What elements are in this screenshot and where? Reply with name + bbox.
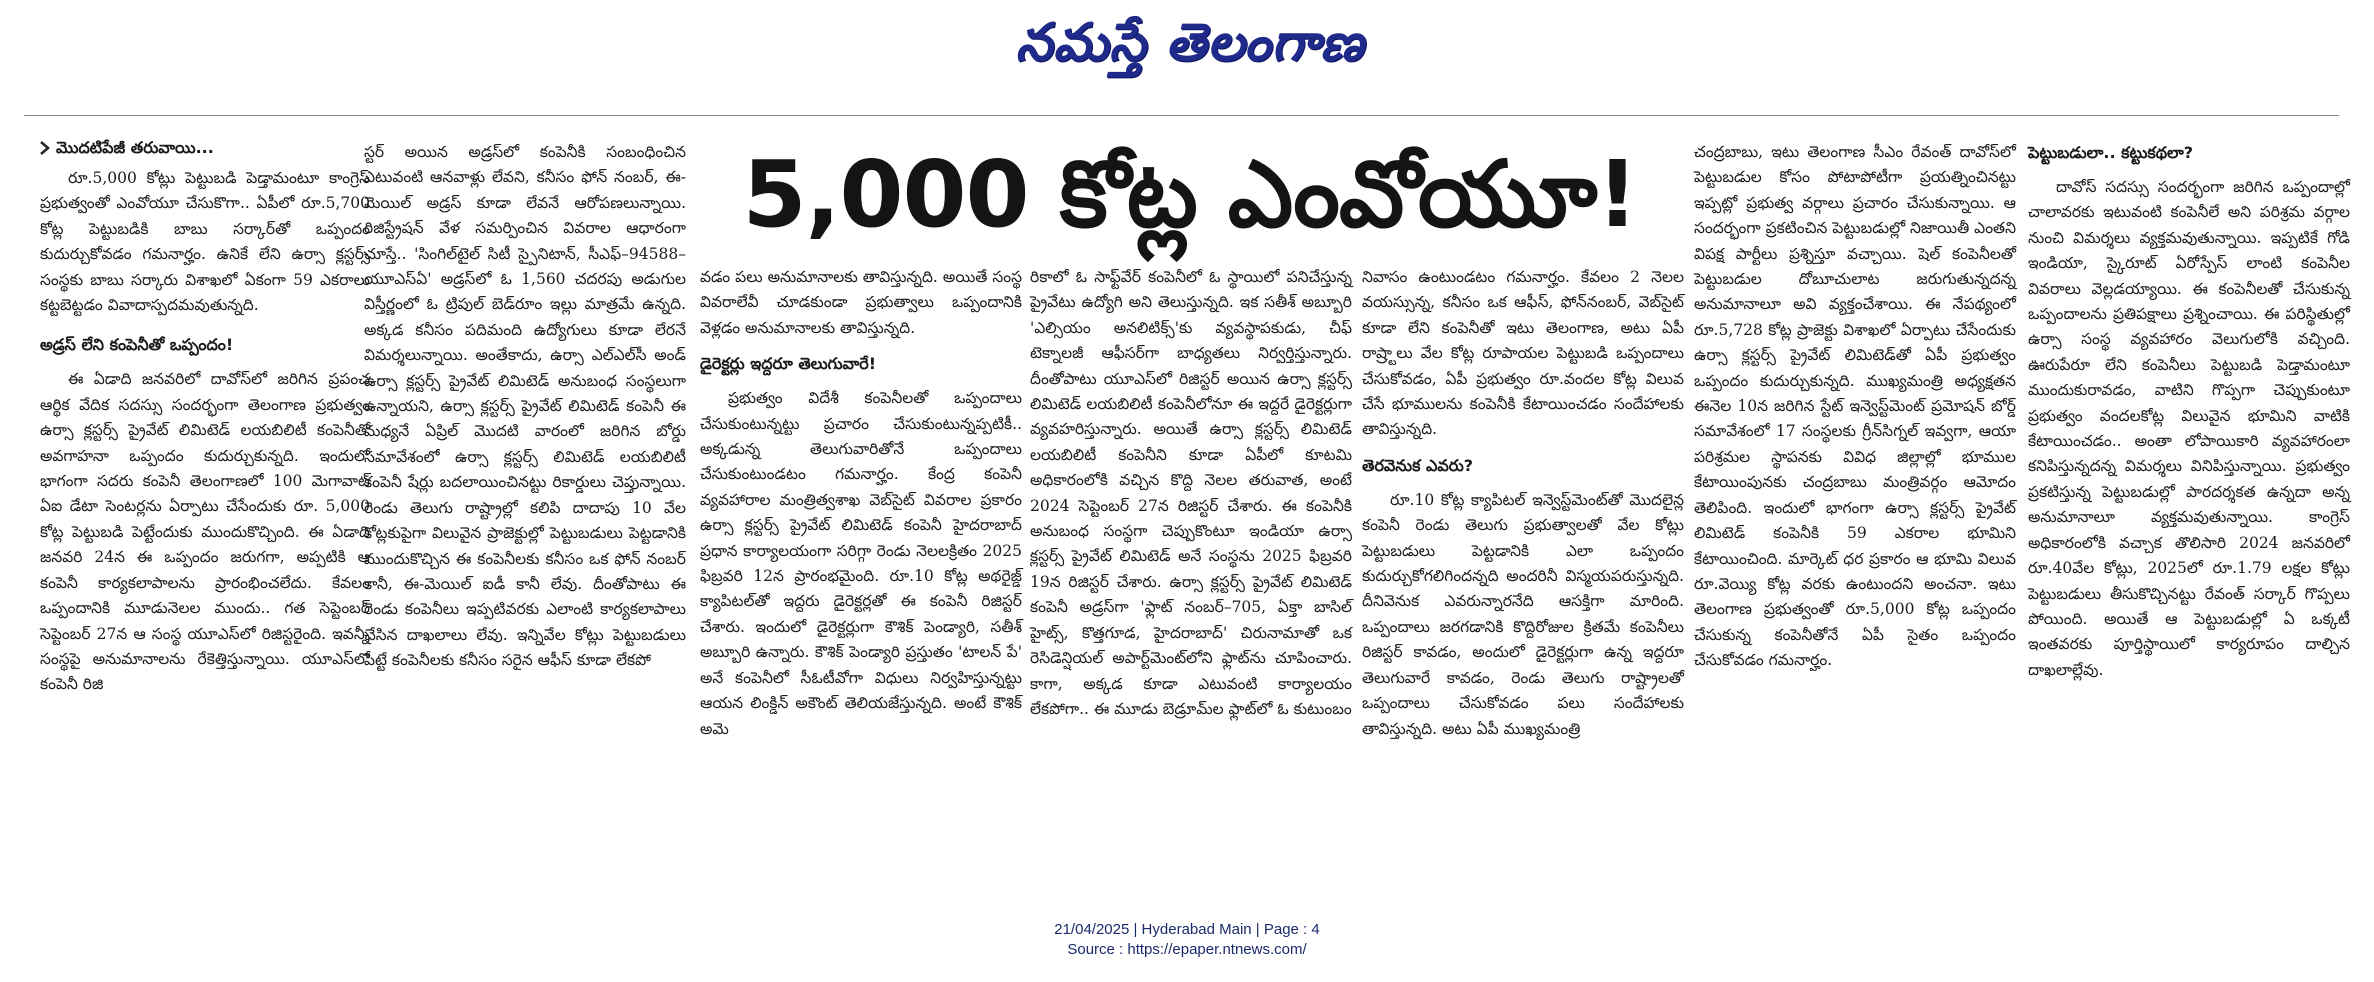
newspaper-logo: నమస్తే తెలంగాణ [1015, 12, 1365, 73]
masthead-divider [24, 115, 2339, 116]
article-paragraph: వడం పలు అనుమానాలకు తావిస్తున్నది. అయితే సంస్థ వివరాలేవీ చూడకుండా ప్రభుత్వాలు ఒప్పందానికి వెళ్లడం అనుమానాలకు తావిస్తున్నది. [700, 268, 1022, 337]
article-paragraph: చంద్రబాబు, ఇటు తెలంగాణ సీఎం రేవంత్ దావోస్‌లో పెట్టుబడుల కోసం పోటాపోటీగా ప్రయత్నించినట్టు ఇప్పట్లో ప్రభుత్వ వర్గాలు ప్రచారం చేసుకున్నాయి. ఆ సందర్భంగా ప్రకటించిన పెట్టుబడుల్లో నిజాయితీ ఎంతని విపక్ష పార్టీలు ప్రశ్నిస్తూ వచ్చాయి. షెల్ కంపెనీలతో పెట్టుబడుల దోబూచులాట జరుగుతున్నదన్న అనుమానాలూ అవి వ్యక్తంచేశాయి. ఈ నేపథ్యంలో రూ.5,728 కోట్ల ప్రాజెక్టు విశాఖలో ఏర్పాటు చేసేందుకు ఉర్సా క్లస్టర్స్ ప్రైవేట్ లిమిటెడ్‌తో ఏపీ ప్రభుత్వం ఒప్పందం కుదుర్చుకున్నది. ముఖ్యమంత్రి అధ్యక్షతన ఈనెల 10న జరిగిన స్టేట్ ఇన్వెస్ట్‌మెంట్ ప్రమోషన్ బోర్డ్ సమావేశంలో 17 సంస్థలకు గ్రీన్‌సిగ్నల్ ఇవ్వగా, ఆయా పరిశ్రమల స్థాపనకు వివిధ జిల్లాల్లో భూముల కేటాయింపునకు చంద్రబాబు మంత్రివర్గం ఆమోదం తెలిపింది. ఇందులో భాగంగా ఉర్సా క్లస్టర్స్ ప్రైవేట్ లిమిటెడ్ కంపెనీకి 59 ఎకరాల భూమిని కేటాయించింది. మార్కెట్ ధర ప్రకారం ఆ భూమి విలువ రూ.వెయ్యి కోట్ల వరకు ఉంటుందని అంచనా. ఇటు తెలంగాణ ప్రభుత్వంతో రూ.5,000 కోట్ల ఒప్పందం చేసుకున్న కంపెనీతోనే ఏపీ సైతం ఒప్పందం చేసుకోవడం గమనార్హం. [1694, 143, 2016, 670]
article-column-3 [700, 265, 1022, 742]
article-column-7 [2028, 140, 2350, 683]
article-paragraph: ఈ ఏడాది జనవరిలో దావోస్‌లో జరిగిన ప్రపంచ ఆర్థిక వేదిక సదస్సు సందర్భంగా తెలంగాణ ప్రభుత్వం ఉర్సా క్లస్టర్స్ ప్రైవేట్ లిమిటెడ్ లయబిలిటీ కంపెనీతో అవగాహనా ఒప్పందం కుదుర్చుకున్నది. ఇందులో భాగంగా సదరు కంపెనీ తెలంగాణలో 100 మెగావాట్ ఏఐ డేటా సెంటర్లను ఏర్పాటు చేసేందుకు రూ. 5,000 కోట్ల పెట్టుబడి పెట్టేందుకు ముందుకొచ్చింది. ఈ ఏడాది జనవరి 24న ఈ ఒప్పందం జరుగగా, అప్పటికి ఆ కంపెనీ కార్యకలాపాలను ప్రారంభించలేదు. కేవలం ఒప్పందానికి మూడునెలల ముందు.. గత సెప్టెంబర్ సెప్టెంబర్ 27న ఆ సంస్థ యూఎస్‌లో రిజిస్టరైంది. ఇవన్నీ సంస్థపై అనుమానాలను రేకెత్తిస్తున్నాయి. యూఎస్‌లో కంపెనీ రిజి [40, 370, 370, 694]
article-paragraph: స్టర్ అయిన అడ్రస్‌లో కంపెనీకి సంబంధించిన ఎటువంటి ఆనవాళ్లు లేవని, కనీసం ఫోన్ నంబర్, ఈ-మెయిల్ అడ్రస్ కూడా లేవనే ఆరోపణలున్నాయి. రిజిస్ట్రేషన్ వేళ సమర్పించిన వివరాల ఆధారంగా చూస్తే.. 'సింగిల్‌టైల్ సిటీ స్పైనిటాన్, సీఎఫ్–94588–యూఎస్ఏ' అడ్రస్‌లో ఓ 1,560 చదరపు అడుగుల విస్తీర్ణంలో ఓ ట్రిపుల్ బెడ్‌రూం ఇల్లు మాత్రమే ఉన్నది. అక్కడ కనీసం పదిమంది ఉద్యోగులు కూడా లేరనే విమర్శలున్నాయి. అంతేకాదు, ఉర్సా ఎల్ఎల్‌సీ అండ్ ఉర్సా క్లస్టర్స్ ప్రైవేట్ లిమిటెడ్ అనుబంధ సంస్థలుగా ఉన్నాయని, ఉర్సా క్లస్టర్స్ ప్రైవేట్ లిమిటెడ్ కంపెనీ ఈ మధ్యనే ఏప్రిల్ మొదటి వారంలో జరిగిన బోర్డు సమావేశంలో ఉర్సా క్లస్టర్స్ లిమిటెడ్ లయబిలిటీ కంపెనీ షేర్లు బదలాయించినట్టు రికార్డులు చెప్తున్నాయి. రెండు తెలుగు రాష్ట్రాల్లో కలిపి దాదాపు 10 వేల కోట్లకుపైగా విలువైన ప్రాజెక్టుల్లో పెట్టుబడులు పెట్టడానికి ముందుకొచ్చిన ఈ కంపెనీలకు కనీసం ఒక ఫోన్ నంబర్ కానీ, ఈ-మెయిల్ ఐడీ కానీ లేవు. దీంతోపాటు ఈ రెండు కంపెనీలు ఇప్పటివరకు ఎలాంటి కార్యకలాపాలు చేసిన దాఖలాలు లేవు. ఇన్నివేల కోట్లు పెట్టుబడులు పెట్టే కంపెనీలకు కనీసం సరైన ఆఫీస్ కూడా లేకపో [364, 143, 686, 670]
article-paragraph: నివాసం ఉంటుండటం గమనార్హం. కేవలం 2 నెలల వయస్సున్న, కనీసం ఒక ఆఫీస్, ఫోన్‌నంబర్, వెబ్‌సైట్ కూడా లేని కంపెనీతో ఇటు తెలంగాణ, అటు ఏపీ రాష్ర్టాలు వేల కోట్ల రూపాయల పెట్టుబడి ఒప్పందాలు చేసుకోవడం, ఏపీ ప్రభుత్వం రూ.వందల కోట్ల విలువ చేసే భూములను కంపెనీకి కేటాయించడం సందేహాలకు తావిస్తున్నది. [1362, 268, 1684, 439]
chevron-right-icon [40, 141, 50, 155]
article-column-5 [1362, 265, 1684, 742]
masthead [0, 0, 2374, 100]
source-url: Source : https://epaper.ntnews.com/ [1067, 941, 1307, 958]
article-column-4 [1030, 265, 1352, 722]
subheading: డైరెక్టర్లు ఇద్దరూ తెలుగువారే! [700, 354, 877, 374]
subheading: పెట్టుబడులా.. కట్టుకథలా? [2028, 143, 2194, 162]
publication-info: 21/04/2025 | Hyderabad Main | Page : 4 [1054, 921, 1320, 938]
article-paragraph: రూ.10 కోట్ల క్యాపిటల్ ఇన్వెస్ట్‌మెంట్‌తో మొదలైన్ల కంపెనీ రెండు తెలుగు ప్రభుత్వాలతో వేల కోట్లు పెట్టుబడులు పెట్టడానికి ఎలా ఒప్పందం కుదుర్చుకోగలిగిందన్నది అందరినీ విస్మయపరుస్తున్నది. దీనివెనుక ఎవరున్నారనేది ఆసక్తిగా మారింది. ఒప్పందాలు జరగడానికి కొద్దిరోజుల క్రితమే కంపెనీలు రిజిస్టర్ కావడం, అందులో డైరెక్టర్లుగా ఉన్న ఇద్దరూ తెలుగువారే కావడం, రెండు తెలుగు రాష్ట్రాలతో ఒప్పందాలు చేసుకోవడం పలు సందేహాలకు తావిస్తున్నది. అటు ఏపీ ముఖ్యమంత్రి [1362, 490, 1684, 738]
headline: 5,000 కోట్ల ఎంవోయూ! [742, 141, 1638, 248]
article-paragraph: రూ.5,000 కోట్లు పెట్టుబడి పెడ్తామంటూ కాంగ్రెస్ ప్రభుత్వంతో ఎంవోయూ చేసుకొగా.. ఏపీలో రూ.5,700 కోట్ల పెట్టుబడికి బాబు సర్కార్‌తో ఒప్పందం కుదుర్చుకోవడం గమనార్హం. ఉనికే లేని ఉర్సా క్లస్టర్స్ సంస్థకు బాబు సర్కారు విశాఖలో ఏకంగా 59 ఎకరాలు కట్టబెట్టడం వివాదాస్పదమవుతున్నది. [40, 169, 370, 315]
subheading: అడ్రస్ లేని కంపెనీతో ఒప్పందం! [40, 335, 234, 355]
article-paragraph: దావోస్ సదస్సు సందర్భంగా జరిగిన ఒప్పందాల్లో చాలావరకు ఇటువంటి కంపెనీలే అని పరిశ్రమ వర్గాల నుంచి విమర్శలు వ్యక్తమవుతున్నాయి. ఇప్పటికే గోడి ఇండియా, స్కైరూట్ ఏరోస్పేస్ లాంటి కంపెనీల వివరాలు వెల్లడయ్యాయి. ఈ కంపెనీలతో చేసుకున్న ఒప్పందాలను ప్రతిపక్షాలు ప్రశ్నించాయి. ఈ పరిస్థితుల్లో ఉర్సా సంస్థ వ్యవహారం వెలుగులోకి వచ్చింది. ఊరుపేరూ లేని కంపెనీలు పెట్టుబడి పెడ్తామంటూ ముందుకురావడం, వాటిని గొప్పగా చెప్పుకుంటూ ప్రభుత్వం వందలకోట్ల విలువైన భూమిని వాటికి కేటాయించడం.. అంతా లోపాయికారి వ్యవహారంలా కనిపిస్తున్నదన్న విమర్శలు వినిపిస్తున్నాయి. ప్రభుత్వం ప్రకటిస్తున్న పెట్టుబడుల్లో పారదర్శకత ఉన్నదా అన్న అనుమానాలూ వ్యక్తమవుతున్నాయి. కాంగ్రెస్ అధికారంలోకి వచ్చాక తొలిసారి 2024 జనవరిలో రూ.40వేల కోట్లు, 2025లో రూ.1.79 లక్షల కోట్లు పెట్టుబడులు తీసుకొచ్చినట్టు రేవంత్ సర్కార్ గొప్పలు పోయింది. అయితే ఆ పెట్టుబడుల్లో ఏ ఒక్కటీ ఇంతవరకు పూర్తిస్థాయిలో కార్యరూపం దాల్చిన దాఖలాల్లేవు. [2028, 178, 2350, 679]
article-paragraph: రికాలో ఓ సాఫ్ట్‌వేర్ కంపెనీలో ఓ స్థాయిలో పనిచేస్తున్న ప్రైవేటు ఉద్యోగి అని తెలుస్తున్నది. ఇక సతీశ్ అబ్బూరి 'ఎల్సియం అనలిటిక్స్'కు వ్యవస్థాపకుడు, చీఫ్ టెక్నాలజీ ఆఫీసర్‌గా బాధ్యతలు నిర్వర్తిస్తున్నారు. దీంతోపాటు యూఎస్‌లో రిజిస్టర్ అయిన ఉర్సా క్లస్టర్స్ లిమిటెడ్ లయబిలిటీ కంపెనీలోనూ ఈ ఇద్దరే డైరెక్టర్లుగా వ్యవహరిస్తున్నారు. అయితే ఉర్సా క్లస్టర్స్ లిమిటెడ్ లయబిలిటీ కంపెనీని కూడా ఏపీలో కూటమి అధికారంలోకి వచ్చిన కొద్ది నెలల తరువాత, అంటే 2024 సెప్టెంబర్ 27న రిజిస్టర్ చేశారు. ఈ కంపెనీకి అనుబంధ సంస్థగా చెప్పుకొంటూ ఇండియా ఉర్సా క్లస్టర్స్ ప్రైవేట్ లిమిటెడ్ అనే సంస్థను 2025 ఫిబ్రవరి 19న రిజిస్టర్ చేశారు. ఉర్సా క్లస్టర్స్ ప్రైవేట్ లిమిటెడ్ కంపెనీ అడ్రస్‌గా 'ఫ్లాట్ నంబర్–705, ఏక్తా బాసిల్ హైట్స్, కొత్తగూడ, హైదరాబాద్' చిరునామాతో ఒక రెసిడెన్షియల్ అపార్ట్‌మెంట్‌లోని ఫ్లాట్‌ను చూపించారు. కాగా, అక్కడ కూడా ఎటువంటి కార్యాలయం లేకపోగా.. ఈ మూడు బెడ్రూమ్‌ల ఫ్లాట్‌లో ఓ కుటుంబం [1030, 268, 1352, 718]
article-column-1 [40, 135, 370, 698]
page-footer [0, 920, 2374, 960]
continuation-kicker [40, 135, 370, 160]
article-column-6 [1694, 140, 2016, 674]
article-paragraph: ప్రభుత్వం విదేశీ కంపెనీలతో ఒప్పందాలు చేసుకుంటున్నట్టు ప్రచారం చేసుకుంటున్నప్పటికీ.. అక్కడున్న తెలుగువారితోనే ఒప్పందాలు చేసుకుంటుండటం గమనార్హం. కేంద్ర కంపెనీ వ్యవహారాల మంత్రిత్వశాఖ వెబ్‌సైట్ వివరాల ప్రకారం ఉర్సా క్లస్టర్స్ ప్రైవేట్ లిమిటెడ్ కంపెనీ హైదరాబాద్ ప్రధాన కార్యాలయంగా సరిగ్గా రెండు నెలలక్రితం 2025 ఫిబ్రవరి 12న ప్రారంభమైంది. రూ.10 కోట్ల అథరైజ్డ్ క్యాపిటల్‌తో ఇద్దరు డైరెక్టర్లతో ఈ కంపెనీ రిజిస్టర్ చేశారు. ఇందులో డైరెక్టర్లుగా కౌశిక్ పెండ్యారి, సతీశ్ అబ్బూరి ఉన్నారు. కౌశిక్ పెండ్యారి ప్రస్తుతం 'టాలన్ పే' అనే కంపెనీలో సీఓటీవోగా విధులు నిర్వహిస్తున్నట్టు ఆయన లింక్డిన్ అకౌంట్ తెలియజేస్తున్నది. అంటే కౌశిక్ అమె [700, 389, 1022, 738]
subheading: తెరవెనుక ఎవరు? [1362, 455, 1474, 475]
kicker-text: మొదటిపేజీ తరువాయి... [56, 138, 214, 157]
article-column-2 [364, 140, 686, 674]
